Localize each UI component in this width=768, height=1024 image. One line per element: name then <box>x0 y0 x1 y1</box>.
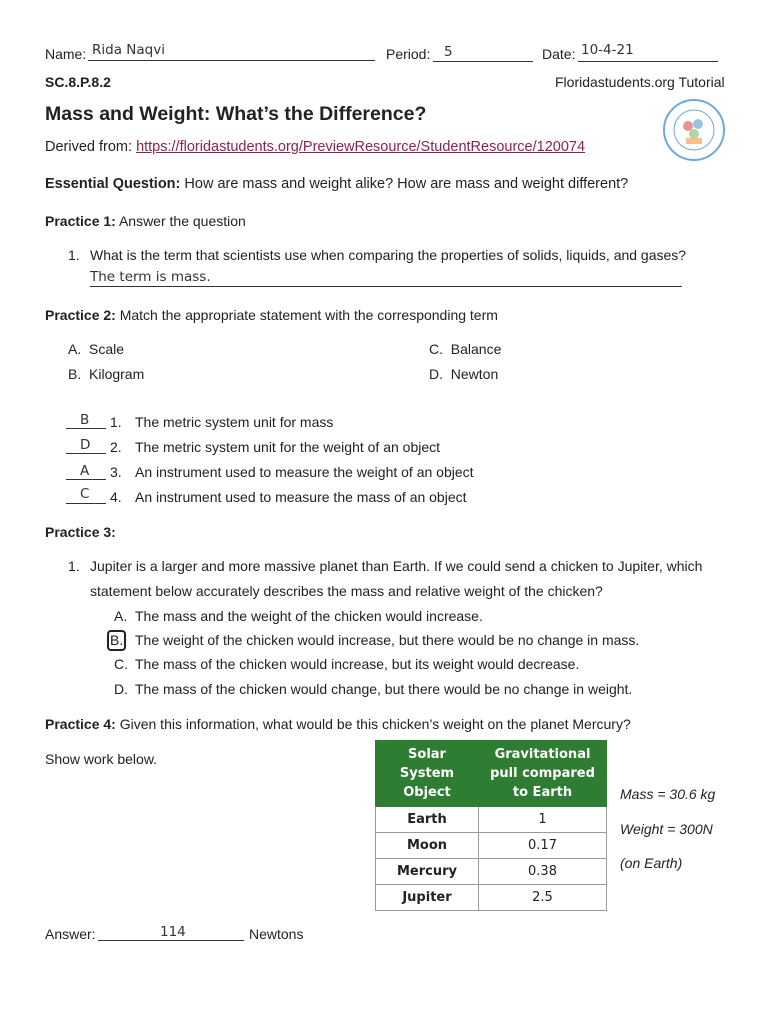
choice-d-text: The mass of the chicken would change, but there would be no change in weight. <box>135 681 633 697</box>
match-line-3 <box>66 479 106 480</box>
match-num-4: 4. <box>110 489 122 505</box>
derived-label: Derived from: <box>45 139 137 155</box>
page-title: Mass and Weight: What’s the Difference? <box>45 103 427 125</box>
department-seal <box>662 98 726 162</box>
standard-code: SC.8.P.8.2 <box>45 74 111 90</box>
period-label: Period: <box>386 46 431 62</box>
answer-label: Answer: <box>45 926 96 942</box>
table-row: Jupiter 2.5 <box>376 885 607 911</box>
derived-from <box>45 139 585 155</box>
match-answer-3[interactable]: A <box>80 463 90 479</box>
term-option-c: C. Balance <box>429 341 502 357</box>
practice4-instruction: Given this information, what would be this chicken’s weight on the planet Mercury? <box>115 716 631 732</box>
essential-question <box>45 176 628 192</box>
name-underline <box>88 60 375 61</box>
practice1-label: Practice 1: <box>45 213 116 229</box>
match-answer-4[interactable]: C <box>80 486 90 502</box>
derived-link[interactable]: https://floridastudents.org/PreviewResource/StudentResource/120074 <box>136 139 586 155</box>
practice2-instruction: Match the appropriate statement with the corresponding term <box>115 307 498 323</box>
practice2-label: Practice 2: <box>45 307 116 323</box>
table-row: Moon 0.17 <box>376 833 607 859</box>
date-value[interactable]: 10-4-21 <box>581 42 634 58</box>
match-line-1 <box>66 428 106 429</box>
match-num-2: 2. <box>110 439 122 455</box>
term-option-d: D. Newton <box>429 366 499 382</box>
answer-unit: Newtons <box>249 926 304 942</box>
note-on-earth: (on Earth) <box>620 855 683 871</box>
match-answer-2[interactable]: D <box>80 437 91 453</box>
choice-a-text: The mass and the weight of the chicken would increase. <box>135 608 483 624</box>
practice2-heading <box>45 307 498 323</box>
source-label: Floridastudents.org Tutorial <box>555 74 725 90</box>
practice1-answer[interactable]: The term is mass. <box>90 269 211 285</box>
name-value[interactable]: Rida Naqvi <box>92 42 165 58</box>
table-row: Earth 1 <box>376 807 607 833</box>
choice-b-text: The weight of the chicken would increase, but there would be no change in mass. <box>135 632 640 648</box>
match-answer-1[interactable]: B <box>80 412 90 428</box>
practice3-question-line2: statement below accurately describes the mass and relative weight of the chicken? <box>90 583 603 599</box>
choice-a-letter[interactable]: A. <box>114 608 128 624</box>
note-weight: Weight = 300N <box>620 821 713 837</box>
choice-b-letter-circled[interactable]: B. <box>107 630 126 651</box>
match-num-3: 3. <box>110 464 122 480</box>
date-underline <box>578 61 718 62</box>
essential-text: How are mass and weight alike? How are mass and weight different? <box>180 176 629 192</box>
date-label: Date: <box>542 46 576 62</box>
practice1-heading <box>45 213 246 229</box>
table-row: Mercury 0.38 <box>376 859 607 885</box>
term-option-a: A. Scale <box>68 341 125 357</box>
practice1-answer-line <box>90 286 682 287</box>
match-line-4 <box>66 503 106 504</box>
answer-value[interactable]: 114 <box>160 924 186 940</box>
choice-c-text: The mass of the chicken would increase, but its weight would decrease. <box>135 656 580 672</box>
table-header-object: Solar System Object <box>376 741 479 807</box>
practice3-label: Practice 3: <box>45 524 116 540</box>
practice1-question: What is the term that scientists use when comparing the properties of solids, liquids, and gases? <box>90 247 687 263</box>
choice-d-letter[interactable]: D. <box>114 681 128 697</box>
table-header-gravity: Gravitational pull compared to Earth <box>479 741 607 807</box>
gravity-table <box>375 740 607 911</box>
term-option-b: B. Kilogram <box>68 366 145 382</box>
match-statement-4: An instrument used to measure the mass of an object <box>135 489 467 505</box>
practice3-question-line1: Jupiter is a larger and more massive planet than Earth. If we could send a chicken to Jupiter, which <box>90 558 703 574</box>
period-underline <box>433 61 533 62</box>
match-statement-1: The metric system unit for mass <box>135 414 334 430</box>
name-label: Name: <box>45 46 87 62</box>
practice3-question-number: 1. <box>68 558 80 574</box>
match-statement-2: The metric system unit for the weight of an object <box>135 439 441 455</box>
practice4-label: Practice 4: <box>45 716 116 732</box>
match-line-2 <box>66 453 106 454</box>
practice1-instruction: Answer the question <box>115 213 246 229</box>
practice1-question-number: 1. <box>68 247 80 263</box>
choice-c-letter[interactable]: C. <box>114 656 128 672</box>
period-value[interactable]: 5 <box>444 44 453 60</box>
show-work-label: Show work below. <box>45 751 158 767</box>
essential-label: Essential Question: <box>45 176 181 192</box>
note-mass: Mass = 30.6 kg <box>620 786 716 802</box>
match-statement-3: An instrument used to measure the weight of an object <box>135 464 474 480</box>
practice4-heading <box>45 716 631 732</box>
answer-underline <box>98 940 244 941</box>
match-num-1: 1. <box>110 414 122 430</box>
